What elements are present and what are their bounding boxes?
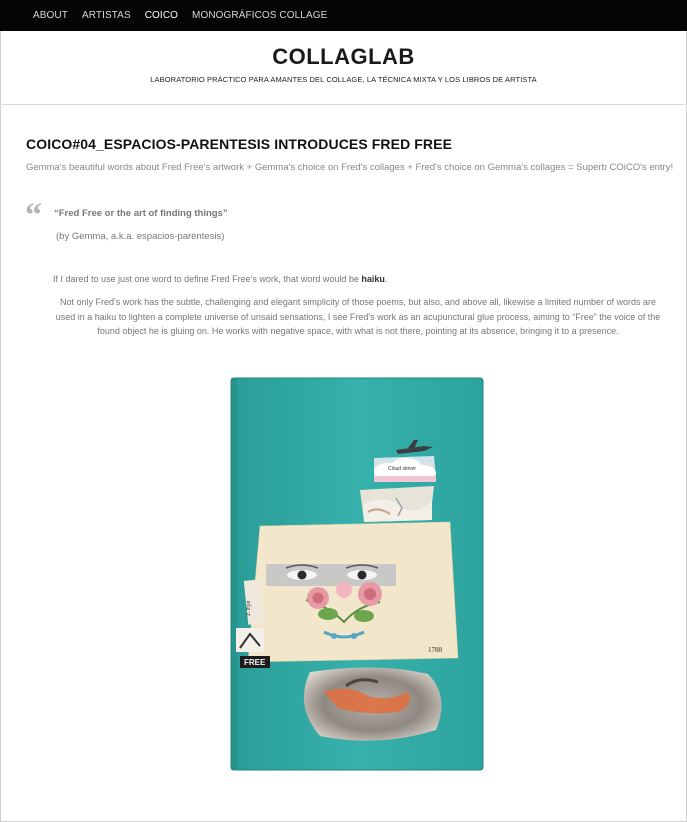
- blockquote-subtitle: (by Gemma, a.k.a. espacios-parentesis): [56, 231, 225, 242]
- haiku-word: haiku: [361, 274, 385, 284]
- svg-text:2. Eye: 2. Eye: [246, 600, 252, 616]
- nav-coico[interactable]: COICO: [144, 10, 179, 21]
- post-title[interactable]: COICO#04_ESPACIOS-PARENTESIS INTRODUCES FRED FREE: [26, 136, 453, 152]
- paragraph-haiku-end: .: [384, 274, 388, 284]
- year-label: 1788: [428, 646, 442, 654]
- nav-about[interactable]: ABOUT: [33, 10, 68, 21]
- nav-monograficos-collage[interactable]: MONOGRÁFICOS COLLAGE: [192, 10, 328, 21]
- cloud-clipping: [374, 456, 436, 482]
- collage-artwork-image[interactable]: [228, 376, 486, 772]
- free-label: [240, 656, 270, 668]
- paper-clipping: [248, 522, 458, 662]
- top-navigation: [0, 0, 687, 31]
- paragraph-haiku: [53, 274, 387, 284]
- blockquote-title: “Fred Free or the art of finding things”: [54, 208, 228, 219]
- bird-clipping: [236, 628, 264, 652]
- site-title[interactable]: COLLAGLAB: [272, 44, 415, 69]
- svg-text:FREE: FREE: [244, 658, 266, 667]
- quote-mark-icon: “: [25, 197, 42, 234]
- post-intro: Gemma's beautiful words about Fred Free's artwork + Gemma's choice on Fred's collages + Fred's choice on Gemma's collages = Superb COiCO's entry!: [26, 162, 674, 173]
- wave-clipping: [360, 486, 434, 522]
- paragraph-haiku-text: If I dared to use just one word to define Fred Free's work, that word would be: [53, 274, 362, 284]
- nav-artistas[interactable]: ARTISTAS: [81, 10, 131, 21]
- paragraph-description: Not only Fred's work has the subtle, challenging and elegant simplicity of those poems, but also, and above all, likewise a limited number of words are used in a haiku to lighten a complete universe of unsaid sensations, I see Fred's work as an acupunctural glue process, aiming to “Free” the voice of the found object he is gluing on. He works with negative space, with what is not there, pointing at its absence, bringing it to a presence.: [55, 297, 661, 336]
- site-description: LABORATORIO PRÁCTICO PARA AMANTES DEL COLLAGE, LA TÉCNICA MIXTA Y LOS LIBROS DE ARTISTA: [150, 75, 537, 84]
- header-divider: [0, 104, 687, 105]
- book-edge: [231, 378, 237, 770]
- collage-artwork: [228, 376, 486, 772]
- stone-clipping: [304, 667, 442, 740]
- cloud-label: Cloud striver: [388, 466, 417, 472]
